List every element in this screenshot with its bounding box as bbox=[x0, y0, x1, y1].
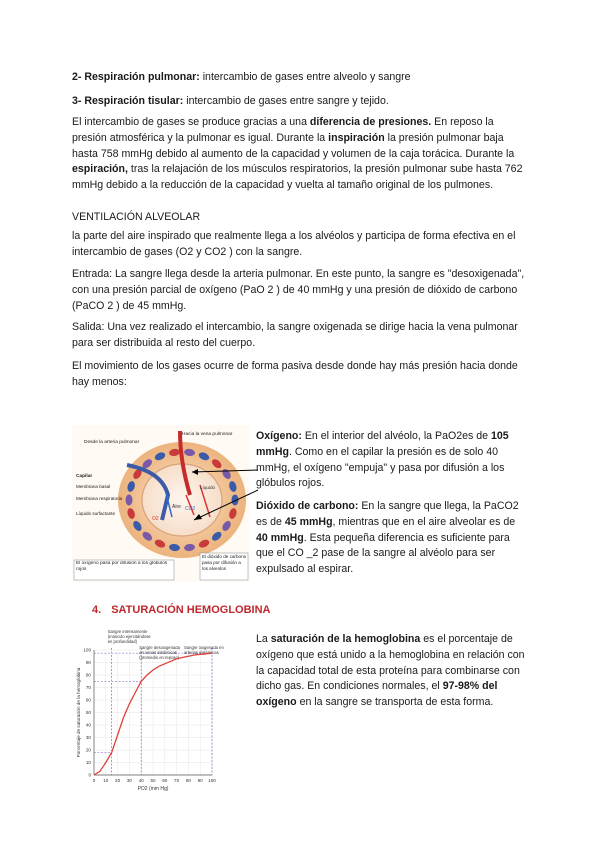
x-tick-label: 60 bbox=[162, 778, 168, 783]
y-tick-label: 70 bbox=[85, 685, 91, 691]
y-tick-label: 60 bbox=[85, 697, 91, 703]
saturation-chart-svg bbox=[72, 630, 248, 795]
movimiento-paragraph: El movimiento de los gases ocurre de forma pasiva desde donde hay más presión hacia donde hay menos: bbox=[72, 360, 518, 388]
item-3 bbox=[72, 94, 528, 110]
y-tick-label: 10 bbox=[85, 760, 91, 766]
x-tick-label: 90 bbox=[197, 778, 203, 783]
para1-t4: tras la relajación de los músculos respiratorios, la presión pulmonar sube hasta 762 mmHg debido a la reducción de la capacidad y vuelta al tamaño original de los pulmones. bbox=[72, 163, 523, 192]
y-tick-label: 100 bbox=[83, 647, 91, 653]
para1-b3: espiración, bbox=[72, 163, 128, 176]
dioxido-t2: , mientras que en el aire alveolar es de bbox=[332, 515, 516, 528]
oxigeno-t2: . Como en el capilar la presión es de solo 40 mmHg, el oxígeno "empuja" y pasa por difusión a los glóbulos rojos. bbox=[256, 445, 505, 490]
y-tick-label: 90 bbox=[85, 660, 91, 666]
item-2-text: intercambio de gases entre alveolo y sangre bbox=[199, 71, 411, 83]
y-tick-label: 30 bbox=[85, 735, 91, 741]
label-liquido: Líquido bbox=[200, 485, 216, 490]
x-tick-label: 0 bbox=[92, 778, 96, 783]
label-arteria: Desde la arteria pulmonar bbox=[84, 440, 140, 445]
oxigeno-b2: 105 mmHg bbox=[256, 430, 509, 458]
chart-annotations bbox=[94, 630, 230, 775]
y-tick-label: 0 bbox=[88, 772, 91, 778]
y-tick-label: 20 bbox=[85, 747, 91, 753]
saturacion-t2: es el porcentaje de oxígeno que está unido a la hemoglobina en relación con la capacidad total de esta proteína para combinarse con dicho gas. En condiciones normales, el bbox=[256, 633, 525, 693]
saturacion-b2: 97-98% del oxígeno bbox=[256, 680, 498, 709]
label-aire: Aire bbox=[172, 504, 181, 510]
caption-o2: El oxígeno pasa por difusión a los glóbulos rojos bbox=[76, 561, 168, 572]
chart-annotation: Sangre intensamente (músculo ejercitándose en profundidad) bbox=[107, 630, 151, 644]
item-2 bbox=[72, 70, 528, 86]
y-tick-label: 40 bbox=[85, 722, 91, 728]
dioxido-b2: 45 mmHg bbox=[284, 515, 333, 528]
pointer-oxigeno-head bbox=[192, 469, 198, 475]
item-2-label: 2- Respiración pulmonar: bbox=[72, 71, 200, 83]
saturacion-paragraph bbox=[256, 632, 528, 711]
pointer-dioxido bbox=[194, 490, 258, 520]
section-4-number: 4. bbox=[92, 604, 102, 616]
caption-o2-fo bbox=[76, 561, 172, 580]
para1-t3: la presión pulmonar baja hasta 758 mmHg debido al aumento de la capacidad y volumen de la caja torácica. Durante la bbox=[72, 131, 515, 160]
salida-paragraph: Salida: Una vez realizado el intercambio, la sangre oxigenada se dirige hacia la vena pulmonar para ser distribuida al resto del cuerpo. bbox=[72, 321, 518, 349]
label-liquido-surfactante: Líquido surfactante bbox=[76, 511, 116, 516]
label-membrana-basal: Membrana basal bbox=[76, 484, 111, 489]
x-tick-label: 80 bbox=[185, 778, 191, 783]
para1-b2: inspiración bbox=[328, 131, 385, 144]
saturacion-t1: La bbox=[256, 633, 271, 645]
entrada-paragraph: Entrada: La sangre llega desde la arteria pulmonar. En este punto, la sangre es "desoxigenada", con una presión parcial de oxígeno (PaO 2 ) de 40 mmHg y una presión de dióxido de carbono (PaCO 2 ) de 45 mmHg. bbox=[72, 268, 525, 312]
red-blood-cell bbox=[126, 495, 133, 506]
dioxido-b3: 40 mmHg bbox=[256, 531, 304, 544]
chart-annotation: Sangre desoxigenada en venas sistémicas (promedio en reposo) bbox=[139, 646, 180, 660]
section-4-title bbox=[92, 604, 270, 616]
dioxido-t1: En la sangre que llega, la PaCO2 es de bbox=[256, 500, 519, 528]
chart-xlabel: PO2 (mm Hg) bbox=[137, 786, 169, 792]
dioxido-paragraph bbox=[256, 499, 526, 578]
x-tick-label: 30 bbox=[126, 778, 132, 783]
x-tick-label: 100 bbox=[208, 778, 216, 783]
x-tick-label: 70 bbox=[174, 778, 180, 783]
para1-t1: El intercambio de gases se produce gracias a una bbox=[72, 116, 310, 128]
ventilacion-text: la parte del aire inspirado que realmente llega a los alvéolos y participa de forma efectiva en el intercambio de gases (O2 y CO2 ) con la sangre. bbox=[72, 230, 516, 258]
saturacion-t3: en la sangre se transporta de esta forma. bbox=[296, 696, 494, 709]
item-3-label: 3- Respiración tisular: bbox=[72, 95, 184, 107]
ventilacion-heading: VENTILACIÓN ALVEOLAR bbox=[72, 211, 201, 223]
saturacion-b1: saturación de la hemoglobina bbox=[270, 633, 421, 645]
saturation-chart bbox=[72, 630, 248, 795]
para1-t2: En reposo la presión atmosférica y la pulmonar es igual. Durante la bbox=[72, 116, 494, 144]
pointer-arrows bbox=[190, 468, 260, 528]
chart-annotation: Sangre oxigenada en arterias sistémicas bbox=[184, 646, 224, 655]
oxigeno-b1: Oxígeno: bbox=[256, 430, 302, 442]
dioxido-b1: Dióxido de carbono: bbox=[256, 500, 359, 512]
caption-co2: El dióxido de carbono pasa por difusión a los alveolos bbox=[202, 554, 247, 571]
caption-co2-fo bbox=[202, 554, 247, 580]
x-tick-label: 40 bbox=[138, 778, 144, 783]
y-tick-label: 80 bbox=[85, 672, 91, 678]
section-4-heading: SATURACIÓN HEMOGLOBINA bbox=[111, 604, 271, 616]
para1-b1: diferencia de presiones. bbox=[309, 116, 432, 128]
x-tick-label: 50 bbox=[150, 778, 156, 783]
annotation-fo bbox=[139, 646, 185, 664]
label-capilar: Capilar bbox=[76, 474, 93, 479]
oxigeno-paragraph bbox=[256, 429, 526, 492]
x-tick-label: 20 bbox=[115, 778, 121, 783]
pointer-oxigeno bbox=[192, 470, 258, 472]
dioxido-t3: . Esta pequeña diferencia es suficiente para que el CO _2 pase de la sangre al alvéolo para ser expulsado al espirar. bbox=[256, 531, 510, 576]
label-vena: Hacia la vena pulmonar bbox=[182, 432, 233, 437]
oxigeno-t1: En el interior del alvéolo, la PaO2es de bbox=[301, 430, 491, 442]
pressure-paragraph bbox=[72, 115, 528, 194]
label-o2: O2 bbox=[152, 516, 159, 522]
annotation-fo bbox=[184, 646, 230, 664]
y-tick-label: 50 bbox=[85, 710, 91, 716]
label-co2: CO2 bbox=[185, 506, 196, 512]
label-membrana-respiratoria: Membrana respiratoria bbox=[76, 496, 123, 501]
x-tick-label: 10 bbox=[103, 778, 109, 783]
item-3-text: intercambio de gases entre sangre y tejido. bbox=[183, 95, 389, 107]
chart-ylabel: Porcentaje de saturación de la hemoglobina bbox=[76, 667, 81, 758]
